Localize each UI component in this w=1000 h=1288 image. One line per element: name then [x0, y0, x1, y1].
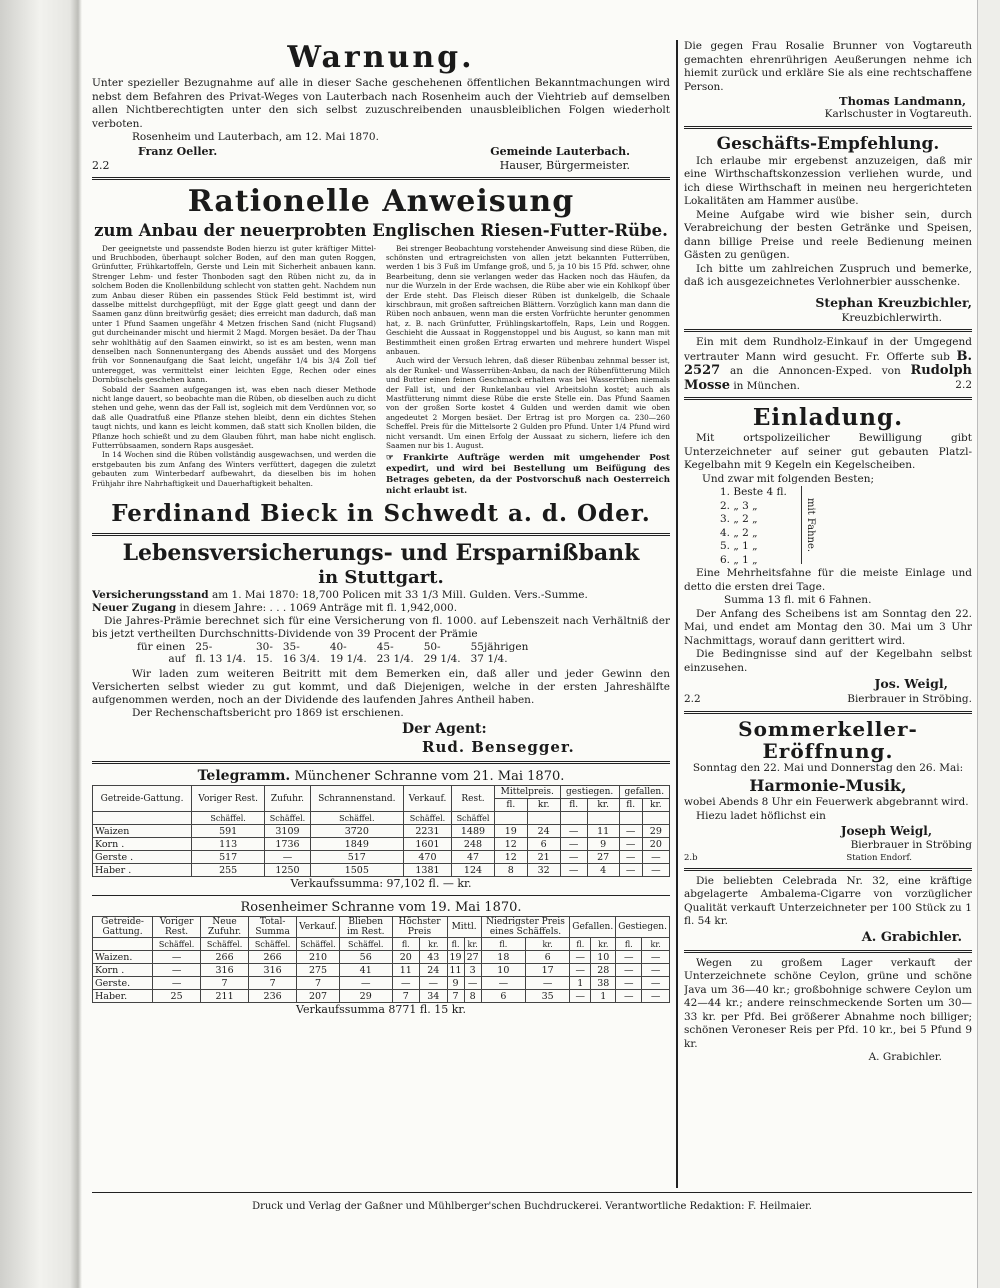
einl-mark: 2.2	[684, 693, 701, 705]
einladung-ad	[684, 404, 972, 707]
table-cell: Gerste.	[93, 977, 153, 990]
unit-cell: Schäffel.	[192, 812, 265, 825]
table-cell: 517	[192, 851, 265, 864]
table-cell: —	[642, 864, 669, 877]
telegramm-table	[92, 785, 670, 877]
col-header: Total-Summa	[249, 917, 297, 938]
bank-price: 19 1/4.	[329, 653, 367, 666]
bank-age: 55jährigen	[470, 641, 529, 654]
table-row	[93, 951, 670, 964]
table-cell: 7	[249, 977, 297, 990]
col-header: Verkauf.	[297, 917, 340, 938]
table-cell: 6	[527, 838, 560, 851]
som-title2: Eröffnung.	[762, 738, 894, 763]
table-cell: —	[153, 964, 201, 977]
table-cell: —	[619, 838, 642, 851]
warnung-sign-right: Gemeinde Lauterbach.	[490, 144, 630, 158]
column-divider	[676, 40, 678, 1188]
table-cell: 4	[587, 864, 619, 877]
warnung-sign-right-sub: Hauser, Bürgermeister.	[499, 158, 630, 172]
unit-cell: Schäffel.	[201, 938, 249, 951]
col-subheader: fl.	[494, 799, 527, 812]
gesch-sign: Stephan Kreuzbichler,	[815, 294, 972, 310]
bank-price: 16 3/4.	[282, 653, 320, 666]
col-subheader: kr.	[642, 799, 669, 812]
anweisung-col1-p3: In 14 Wochen sind die Rüben vollständig ausgewachsen, und werden die erstgebauten bis zum Anfang des Winters verfüttert, dagegen die zuletzt gebauten zum Winterbedarf aufbewahrt, da dieselben bis im hohen Frühjahr ihre Nahrhaftigkeit und Dauerhaftigkeit behalten.	[92, 450, 376, 488]
telegramm-subtitle: Münchener Schranne vom 21. Mai 1870.	[294, 769, 565, 785]
cig-body: Die beliebten Celebrada Nr. 32, eine kräftige abgelagerte Ambalema-Cigarre von vorzüglicher Qualität verkauft Unterzeichneter per 100 Stück zu 1 fl. 54 kr.	[684, 874, 972, 927]
col-header: Gestiegen.	[616, 917, 670, 938]
telegramm-market	[92, 768, 670, 891]
table-cell: 38	[591, 977, 616, 990]
table-cell: —	[525, 977, 569, 990]
unit-cell: kr.	[525, 938, 569, 951]
col-header: Mittelpreis.	[494, 786, 560, 799]
unit-cell: fl.	[616, 938, 642, 951]
table-cell: —	[560, 864, 587, 877]
einl-fahne: mit Fahne.	[804, 497, 816, 553]
table-row	[93, 838, 670, 851]
col-header: Blieben im Rest.	[339, 917, 392, 938]
som-sign: Joseph Weigl,	[840, 824, 932, 838]
table-cell: 8	[464, 990, 481, 1003]
cig-sign: A. Grabichler.	[861, 929, 962, 945]
table-cell: 11	[587, 825, 619, 838]
sommerkeller-ad	[684, 718, 972, 864]
col-header: Voriger Rest.	[192, 786, 265, 812]
table-cell: 24	[527, 825, 560, 838]
table-cell: Haber .	[93, 864, 192, 877]
table-cell: 29	[642, 825, 669, 838]
table-cell: —	[616, 951, 642, 964]
anweisung-vendor: Ferdinand Bieck in Schwedt a. d. Oder.	[111, 500, 651, 528]
som-date: Sonntag den 22. Mai und Donnerstag den 26. Mai:	[692, 761, 964, 774]
table-cell: —	[619, 864, 642, 877]
left-column	[92, 40, 670, 1190]
table-cell: —	[616, 977, 642, 990]
table-cell: 12	[494, 838, 527, 851]
bank-line3: Die Jahres-Prämie berechnet sich für eine Versicherung von fl. 1000. auf Lebenszeit nach Verhältniß der bis jetzt vertheilten Durchschnitts-Dividende von 39 Procent der Prämie	[92, 615, 670, 641]
divider	[684, 329, 972, 332]
table-cell: Waizen.	[93, 951, 153, 964]
table-cell: —	[560, 851, 587, 864]
table-cell: 517	[310, 851, 403, 864]
einl-body: Mit ortspolizeilicher Bewilligung gibt Unterzeichneter auf seiner gut gebauten Platzl-Kegelbahn mit 9 Kegeln ein Kegelscheiben.	[684, 432, 972, 471]
table-cell: —	[642, 951, 670, 964]
bank-title: Lebensversicherungs- und Ersparnißbank	[122, 540, 640, 567]
table-cell: —	[420, 977, 448, 990]
list-item: 5. „ 1 „	[720, 540, 758, 552]
unit-cell: Schäffel.	[249, 938, 297, 951]
divider	[684, 126, 972, 129]
som-body: wobei Abends 8 Uhr ein Feuerwerk abgebrannt wird.	[684, 796, 969, 808]
rund-body-b: an die Annoncen-Exped. von	[729, 365, 901, 377]
adjacent-page-edge	[977, 0, 1000, 1288]
unit-cell: fl.	[481, 938, 525, 951]
som-title1: Sommerkeller-	[738, 716, 918, 741]
som-music: Harmonie-Musik,	[749, 776, 907, 795]
einl-sign: Jos. Weigl,	[874, 676, 948, 691]
table-cell: —	[153, 977, 201, 990]
table-cell: 11	[447, 964, 464, 977]
table-cell: 1381	[403, 864, 451, 877]
bank-invite: Wir laden zum weiteren Beitritt mit dem Bemerken ein, daß aller und jeder Gewinn den Versicherten selbst wieder zu gut kommt, und daß Diejenigen, welche in der ersten Jahreshälfte aufgenommen werden, noch an der Dividende des laufenden Jahres Antheil haben.	[92, 668, 670, 707]
einl-body2: Eine Mehrheitsfahne für die meiste Einlage und detto die ersten drei Tage.	[684, 567, 972, 593]
table-cell: —	[642, 977, 670, 990]
bank-age: 30-	[255, 641, 273, 654]
brunner-sign: Thomas Landmann,	[839, 94, 966, 108]
col-header: gefallen.	[619, 786, 669, 799]
table-cell: 25	[153, 990, 201, 1003]
table-cell: —	[570, 964, 591, 977]
rund-mark: 2.2	[955, 378, 972, 391]
table-cell: Haber.	[93, 990, 153, 1003]
bank-line1-label: Versicherungsstand	[92, 589, 209, 602]
anweisung-title: Rationelle Anweisung	[187, 183, 575, 219]
divider	[684, 950, 972, 953]
table-cell: 28	[591, 964, 616, 977]
table-cell: —	[619, 851, 642, 864]
table-cell: 1601	[403, 838, 451, 851]
rosenheim-sum: Verkaufssumma 8771 fl. 15 kr.	[296, 1003, 466, 1017]
table-cell: 3	[464, 964, 481, 977]
bank-agent-label: Der Agent:	[402, 721, 487, 738]
table-cell: 113	[192, 838, 265, 851]
table-cell: 18	[481, 951, 525, 964]
col-subheader: kr.	[587, 799, 619, 812]
rund-body-a: Ein mit dem Rundholz-Einkauf in der Umgegend vertrauter Mann wird gesucht. Fr. Offerte sub	[684, 336, 972, 363]
table-cell: —	[642, 964, 670, 977]
table-cell: 2231	[403, 825, 451, 838]
table-cell: 124	[452, 864, 495, 877]
unit-cell: Schäffel	[452, 812, 495, 825]
divider	[92, 177, 670, 180]
table-cell: 9	[587, 838, 619, 851]
bank-prices-label: auf	[168, 653, 186, 666]
bank-price: 37 1/4.	[470, 653, 508, 666]
table-cell: 211	[201, 990, 249, 1003]
table-cell: 29	[339, 990, 392, 1003]
table-cell: —	[619, 825, 642, 838]
table-row	[93, 825, 670, 838]
table-cell: 9	[447, 977, 464, 990]
table-cell: 591	[192, 825, 265, 838]
divider	[684, 711, 972, 714]
gesch-title: Geschäfts-Empfehlung.	[716, 133, 940, 154]
table-cell: 7	[392, 990, 420, 1003]
table-cell: 1505	[310, 864, 403, 877]
bank-ages-label: für einen	[137, 641, 186, 654]
anweisung-subtitle: zum Anbau der neuerprobten Englischen Riesen-Futter-Rübe.	[94, 220, 668, 240]
som-mark: 2.b	[684, 852, 698, 863]
table-cell: 248	[452, 838, 495, 851]
table-cell: —	[560, 825, 587, 838]
table-cell: 266	[249, 951, 297, 964]
table-cell: 470	[403, 851, 451, 864]
divider	[92, 761, 670, 764]
unit-cell: kr.	[464, 938, 481, 951]
col-header: Neue Zufuhr.	[201, 917, 249, 938]
bank-report: Der Rechenschaftsbericht pro 1869 ist erschienen.	[132, 707, 404, 720]
col-header: Rest.	[452, 786, 495, 812]
table-cell: —	[570, 990, 591, 1003]
col-header: Niedrigster Preis eines Schäffels.	[481, 917, 570, 938]
table-cell: 3109	[265, 825, 311, 838]
table-cell: 255	[192, 864, 265, 877]
table-cell: —	[153, 951, 201, 964]
unit-cell: Schäffel.	[403, 812, 451, 825]
table-cell: 17	[525, 964, 569, 977]
list-item: 3. „ 2 „	[720, 513, 758, 525]
table-cell: 21	[527, 851, 560, 864]
table-cell: —	[265, 851, 311, 864]
table-row	[93, 864, 670, 877]
list-item: 6. „ 1 „	[720, 553, 758, 566]
book-binding	[0, 0, 82, 1288]
table-cell: —	[616, 964, 642, 977]
bank-city: in Stuttgart.	[318, 567, 444, 589]
bank-age: 45-	[376, 641, 394, 654]
brunner-notice	[684, 40, 972, 122]
gesch-body2: Meine Aufgabe wird wie bisher sein, durch Verabreichung der besten Getränke und Speisen, dann billige Preise und reele Bedienung meinen Gästen zu genügen.	[684, 208, 972, 261]
einl-title: Einladung.	[752, 404, 904, 431]
right-column	[684, 40, 972, 1190]
table-cell: 207	[297, 990, 340, 1003]
table-cell: 1	[591, 990, 616, 1003]
telegramm-title: Telegramm.	[197, 768, 291, 785]
telegramm-sum: Verkaufssumma: 97,102 fl. — kr.	[290, 877, 472, 891]
warnung-body: Unter spezieller Bezugnahme auf alle in dieser Sache geschehenen öffentlichen Bekanntmachungen wird nebst dem Befahren des Privat-Weges von Lauterbach nach Rosenheim auch der Viehtrieb auf demselben allen Nichtberechtigten unter den sich selbst zuzuschreibenden unausbleiblichen Folgen wiederholt verboten.	[92, 77, 670, 130]
table-cell: 1489	[452, 825, 495, 838]
unit-cell: Schäffel.	[339, 938, 392, 951]
table-cell: 43	[420, 951, 448, 964]
divider	[684, 397, 972, 400]
gesch-sign-sub: Kreuzbichlerwirth.	[841, 311, 942, 324]
col-subheader: fl.	[560, 799, 587, 812]
kaffee-ad	[684, 957, 972, 1065]
col-subheader: fl.	[619, 799, 642, 812]
table-cell: 1250	[265, 864, 311, 877]
list-item: 2. „ 3 „	[720, 499, 758, 512]
table-cell: 1	[570, 977, 591, 990]
unit-cell: kr.	[642, 938, 670, 951]
table-cell: 19	[447, 951, 464, 964]
table-cell: —	[392, 977, 420, 990]
unit-cell: fl.	[392, 938, 420, 951]
table-cell: —	[339, 977, 392, 990]
table-cell: Gerste .	[93, 851, 192, 864]
unit-cell: Schäffel.	[265, 812, 311, 825]
list-item: 4. „ 2 „	[720, 526, 758, 539]
table-cell: 266	[201, 951, 249, 964]
bank-ad	[92, 540, 670, 757]
col-header: Gefallen.	[570, 917, 616, 938]
gesch-body1: Ich erlaube mir ergebenst anzuzeigen, daß mir eine Wirthschaftskonzession verliehen wurde, und ich diese Wirthschaft in meinen neu hergerichteten Lokalitäten am Hammer ausübe.	[684, 154, 972, 207]
warnung-sign-left: Franz Oeller.	[138, 144, 218, 158]
einl-body4: Die Bedingnisse sind auf der Kegelbahn selbst einzusehen.	[684, 648, 972, 674]
table-cell: Korn .	[93, 838, 192, 851]
table-cell: 210	[297, 951, 340, 964]
col-header: Höchster Preis	[392, 917, 447, 938]
bank-age: 50-	[423, 641, 441, 654]
rund-body-c: in München.	[733, 379, 801, 392]
einl-summa: Summa 13 fl. mit 6 Fahnen.	[724, 594, 872, 606]
rund-firm: Rudolph Mosse	[684, 363, 972, 393]
table-cell: 20	[392, 951, 420, 964]
bank-age: 35-	[282, 641, 300, 654]
table-cell: 34	[420, 990, 448, 1003]
table-row	[93, 977, 670, 990]
table-cell: 20	[642, 838, 669, 851]
rund-code: B. 2527	[684, 348, 972, 378]
table-cell: 35	[525, 990, 569, 1003]
table-cell: 56	[339, 951, 392, 964]
table-cell: 10	[481, 964, 525, 977]
geschaefts-empfehlung	[684, 133, 972, 326]
gesch-body3: Ich bitte um zahlreichen Zuspruch und bemerke, daß ich ausgezeichnetes Verlohnerbier ausschenke.	[684, 262, 972, 288]
table-row	[93, 964, 670, 977]
table-cell: —	[642, 990, 670, 1003]
bank-premium-table	[132, 641, 533, 665]
table-cell: 47	[452, 851, 495, 864]
divider	[92, 533, 670, 536]
bank-age: 40-	[329, 641, 347, 654]
anweisung-col1-p1: Der geeignetste und passendste Boden hierzu ist guter kräftiger Mittel- und Bruchboden, überhaupt solcher Boden, auf den man guten Roggen, Grünfutter, Frühkartoffeln, Gerste und Lein mit Sicherheit anbauen kann. Strenger Lehm- und fester Thonboden sagt den Rüben nicht zu, da in solchem Boden die Knollenbildung schlecht von statten geht. Nachdem nun zum Anbau dieser Rüben ein passendes Stück Feld bestimmt ist, wird dasselbe mittelst durchgepflügt, mit der Egge glatt geegt und dann der Saamen ganz dünn breitwürfig gesäet; dies erreicht man dadurch, daß man unter 1 Pfund Saamen ungefähr 4 Metzen frischen Sand (nicht Flugsand) gut durcheinander mischt und hiermit 2 Magd. Morgen besäet. Da der Thau sehr wohlthätig auf den Saamen einwirkt, so ist es am besten, wenn man denselben nach Sonnenuntergang des Abends aussäet und des Morgens früh vor Sonnenaufgang die Saat leicht, ungefähr 1/4 bis 3/4 Zoll tief unteregget, was vermittelst einer leichten Egge, Rechen oder eines Dornbüschels geschehen kann.	[92, 243, 376, 385]
table-cell: 19	[494, 825, 527, 838]
unit-cell: kr.	[591, 938, 616, 951]
table-cell: 236	[249, 990, 297, 1003]
rosenheim-table	[92, 916, 670, 1003]
table-cell: Korn .	[93, 964, 153, 977]
cigarre-ad	[684, 875, 972, 946]
som-station: Station Endorf.	[846, 852, 912, 863]
anweisung-col2-p1: Bei strenger Beobachtung vorstehender Anweisung sind diese Rüben, die schönsten und ertragreichsten von allen jetzt bekannten Futterrüben, werden 1 bis 3 Fuß im Umfange groß, und 5, ja 10 bis 15 Pfd. schwer, ohne Bearbeitung, denn sie verlangen weder das Hacken noch das Häufen, da nur die Wurzeln in der Erde wachsen, die Rübe aber wie ein Kohlkopf über der Erde steht. Das Fleisch dieser Rüben ist dunkelgelb, die Schaale kirschbraun, mit großen saftreichen Blättern. Vorzüglich kann man dann die Rüben noch anbauen, wenn man die ersten Vorfrüchte herunter genommen hat, z. B. nach Grünfutter, Frühlingskartoffeln, Raps, Lein und Roggen. Geschieht die Aussaat in Roggenstoppel und bis August, so kann man mit Bestimmtheit einen großen Ertrag erwarten und mehrere hundert Wispel anbauen.	[386, 243, 670, 356]
col-header: gestiegen.	[560, 786, 619, 799]
rosenheim-title: Rosenheimer Schranne vom 19. Mai 1870.	[240, 900, 522, 916]
table-cell: 11	[392, 964, 420, 977]
col-header: Schrannenstand.	[310, 786, 403, 812]
table-cell: 316	[249, 964, 297, 977]
table-row	[93, 851, 670, 864]
unit-cell: Schäffel.	[297, 938, 340, 951]
col-header: Zufuhr.	[265, 786, 311, 812]
col-header: Getreide-Gattung.	[93, 917, 153, 938]
bank-price: 29 1/4.	[423, 653, 461, 666]
table-cell: —	[642, 851, 669, 864]
anweisung-ad	[92, 184, 670, 530]
bank-agent: Rud. Bensegger.	[422, 738, 575, 757]
anweisung-col2-p2: Auch wird der Versuch lehren, daß dieser Rübenbau zehnmal besser ist, als der Runkel- und Wasserrüben-Anbau, da nach der Rübenfütterung Milch und Butter einen feinen Geschmack erhalten was bei Wasserrüben niemals der Fall ist, und der Runkelanbau viel Arbeitslohn kostet; auch als Mastfütterung nimmt diese Rübe die erste Stelle ein. Das Pfund Saamen von der großen Sorte kostet 4 Gulden und werden damit wie oben angedeutet 2 Morgen besäet. Der Ertrag ist pro Morgen ca. 230—260 Scheffel. Preis für die Mittelsorte 2 Gulden pro Pfund. Unter 1/4 Pfund wird nicht versandt. Um einen Erfolg der Aussaat zu sichern, liefere ich den Saamen nur bis 1. August.	[386, 356, 670, 451]
bank-price: fl. 13 1/4.	[195, 653, 246, 666]
col-header: Verkauf.	[403, 786, 451, 812]
unit-cell: fl.	[570, 938, 591, 951]
unit-cell: fl.	[447, 938, 464, 951]
table-cell: —	[616, 990, 642, 1003]
divider	[684, 868, 972, 871]
imprint-footer: Druck und Verlag der Gaßner und Mühlberger'schen Buchdruckerei. Verantwortliche Redaktion: F. Heilmaier.	[252, 1201, 812, 1212]
rosenheim-market	[92, 900, 670, 1017]
bank-price: 15.	[255, 653, 273, 666]
newspaper-page	[92, 40, 980, 1240]
bank-line2: in diesem Jahre: . . . 1069 Anträge mit fl. 1,942,000.	[179, 602, 458, 615]
table-cell: 10	[591, 951, 616, 964]
table-cell: 41	[339, 964, 392, 977]
bank-line1: am 1. Mai 1870: 18,700 Policen mit 33 1/3 Mill. Gulden. Vers.-Summe.	[211, 589, 588, 602]
col-header: Voriger Rest.	[153, 917, 201, 938]
anweisung-col1-p2: Sobald der Saamen aufgegangen ist, was eben nach dieser Methode nicht lange dauert, so beobachte man die Rüben, ob dieselben auch zu dicht stehen und gehe, wenn das der Fall ist, sogleich mit dem Verdünnen vor, so daß alle Quadratfuß eine Pflanze stehen bleibt, denn ein dichtes Stehen taugt nichts, und kann es leicht kommen, daß statt sich Knollen bilden, die Pflanze hoch schießt und zu dem Glauben führt, man habe nicht englisch. Futterrübsaamen, sondern Raps ausgesäet.	[92, 384, 376, 451]
bank-line2-label: Neuer Zugang	[92, 602, 177, 615]
table-cell: 1736	[265, 838, 311, 851]
table-cell: 275	[297, 964, 340, 977]
rundholz-ad	[684, 336, 972, 393]
col-subheader: kr.	[527, 799, 560, 812]
table-cell: —	[464, 977, 481, 990]
unit-cell: Schäffel.	[153, 938, 201, 951]
unit-cell	[93, 938, 153, 951]
table-cell: 12	[494, 851, 527, 864]
table-cell: 6	[481, 990, 525, 1003]
som-invite: Hiezu ladet höflichst ein	[696, 809, 826, 822]
anweisung-note: Frankirte Aufträge werden mit umgehender Post expedirt, und wird bei Bestellung um Beifügung des Betrages gebeten, da der Postvorschuß nach Oesterreich nicht erlaubt ist.	[386, 453, 670, 497]
einl-body3: Der Anfang des Scheibens ist am Sonntag den 22. Mai, und endet am Montag den 30. Mai um 3 Uhr Nachmittags, worauf dann gerittert wird.	[684, 607, 972, 647]
table-cell: 6	[525, 951, 569, 964]
einl-prize-list	[720, 486, 787, 567]
warnung-title: Warnung.	[287, 40, 475, 75]
einl-sign-sub: Bierbrauer in Ströbing.	[847, 693, 972, 705]
kaffee-sign: A. Grabichler.	[868, 1051, 942, 1063]
table-cell: 316	[201, 964, 249, 977]
brunner-sign-sub: Karlschuster in Vogtareuth.	[824, 108, 972, 120]
bank-age: 25-	[195, 641, 213, 654]
table-cell: 27	[587, 851, 619, 864]
table-cell: 7	[201, 977, 249, 990]
divider	[92, 895, 670, 896]
unit-cell: Schäffel.	[310, 812, 403, 825]
col-header: Mittl.	[447, 917, 481, 938]
table-cell: 1849	[310, 838, 403, 851]
col-header: Getreide-Gattung.	[93, 786, 192, 812]
pointing-hand-icon: ☞	[386, 453, 394, 464]
table-cell: —	[560, 838, 587, 851]
table-cell: 8	[494, 864, 527, 877]
kaffee-body: Wegen zu großem Lager verkauft der Unterzeichnete schöne Ceylon, grüne und schöne Java um 36—40 kr.; großbohnige schwere Ceylon um 42—44 kr.; andere reinschmeckende Sorten um 30—33 kr. per Pfd. Bei größerer Abnahme noch billiger; schönen Veroneser Reis per Pfd. 10 kr., bei 5 Pfund 9 kr.	[684, 956, 972, 1050]
table-cell: —	[570, 951, 591, 964]
brunner-body: Die gegen Frau Rosalie Brunner von Vogtareuth gemachten ehrenrührigen Aeußerungen nehme ich hiemit zurück und erkläre Sie als eine rechtschaffene Person.	[684, 40, 972, 93]
unit-cell: kr.	[420, 938, 448, 951]
table-cell: Waizen	[93, 825, 192, 838]
list-item: 1. Beste 4 fl.	[720, 486, 787, 498]
warnung-dateline: Rosenheim und Lauterbach, am 12. Mai 1870.	[132, 131, 379, 143]
som-sign-sub: Bierbrauer in Ströbing	[850, 839, 972, 851]
bank-price: 23 1/4.	[376, 653, 414, 666]
warnung-notice	[92, 40, 670, 173]
table-cell: 3720	[310, 825, 403, 838]
table-cell: 24	[420, 964, 448, 977]
table-cell: 7	[447, 990, 464, 1003]
warnung-mark: 2.2	[92, 158, 110, 172]
table-cell: —	[481, 977, 525, 990]
table-cell: 32	[527, 864, 560, 877]
table-cell: 7	[297, 977, 340, 990]
table-cell: 27	[464, 951, 481, 964]
table-row	[93, 990, 670, 1003]
einl-list-intro: Und zwar mit folgenden Besten;	[702, 472, 875, 485]
